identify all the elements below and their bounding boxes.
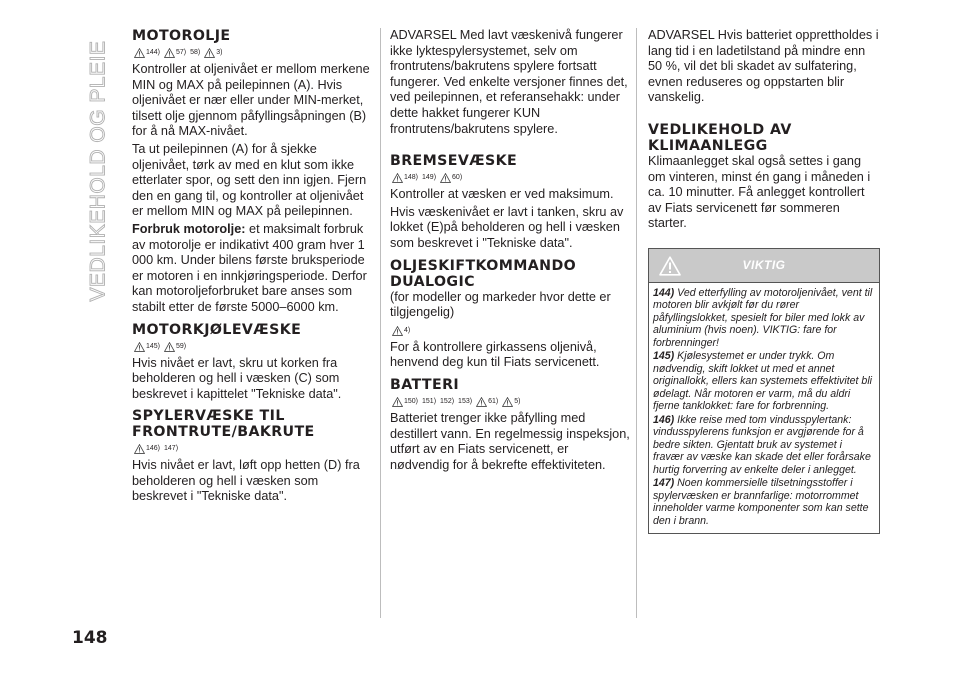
viktig-title: VIKTIG xyxy=(742,257,786,272)
paragraph: Batteriet trenger ikke påfylling med destillert vann. En regelmessig inspeksjon, utført av en Fiats servicenett, er nødvendig for å bekrefte effektiviteten. xyxy=(390,410,630,472)
reference-number: 3) xyxy=(216,49,223,57)
reference-number: 61) xyxy=(488,398,499,406)
reference xyxy=(134,339,160,355)
advarsel-paragraph: ADVARSEL Hvis batteriet opprettholdes i lang tid i en ladetilstand på mindre enn 50 %, vil det bli skadet av sulfatering, evnen reduseres og oppstarten blir vanskelig. xyxy=(648,28,879,105)
reference xyxy=(164,45,186,61)
column-divider xyxy=(636,28,637,618)
warning-triangle-icon xyxy=(392,397,403,407)
column-1 xyxy=(132,28,372,507)
warning-triangle-icon xyxy=(440,173,451,183)
paragraph: For å kontrollere girkassens oljenivå, henvend deg kun til Fiats servicenett. xyxy=(390,339,600,370)
reference-number: 5) xyxy=(514,398,521,406)
reference xyxy=(190,45,200,61)
warning-triangle-icon xyxy=(164,48,175,58)
paragraph: Hvis væskenivået er lavt i tanken, skru av lokket (E)på beholderen og hell i væsken som beskrevet i "Tekniske data". xyxy=(390,204,624,250)
column-divider xyxy=(380,28,381,618)
reference xyxy=(422,394,436,410)
reference xyxy=(476,394,498,410)
note-number: 145) xyxy=(653,350,675,363)
note-text: Ved etterfylling av motoroljenivået, vent til motoren blir avkjølt før du rører påfyllingslokket, spesielt for biler med lokk av aluminium (hvis noen). VIKTIG: fare for forbrenninger! xyxy=(653,286,873,349)
paragraph: Kontroller at væsken er ved maksimum. xyxy=(390,187,614,202)
note-number: 146) xyxy=(653,413,675,426)
warning-triangle-icon xyxy=(134,48,145,58)
paragraph: Hvis nivået er lavt, løft opp hetten (D) fra beholderen og hell i væsken som beskrevet i "Tekniske data". xyxy=(132,458,360,504)
reference-number: 58) xyxy=(190,49,201,57)
reference xyxy=(204,45,222,61)
section-title-klimaanlegg: VEDLIKEHOLD AV KLIMAANLEGG xyxy=(648,121,792,154)
viktig-note xyxy=(653,477,874,527)
reference xyxy=(392,394,418,410)
reference-list xyxy=(134,339,372,355)
reference-number: 150) xyxy=(404,398,419,406)
reference-number: 152) xyxy=(440,398,455,406)
reference-number: 59) xyxy=(176,342,187,350)
reference-list xyxy=(392,394,630,410)
reference xyxy=(134,441,160,457)
note-text: Noen kommersielle tilsetningsstoffer i spylervæsken er brannfarlige: motorrommet inneholder varme komponenter som kan sette den i brann. xyxy=(653,477,869,527)
section-title-motorkjolevaske: MOTORKJØLEVÆSKE xyxy=(132,321,302,338)
reference-list xyxy=(134,441,372,457)
section-title-oljeskift: OLJESKIFTKOMMANDO DUALOGIC xyxy=(390,257,577,290)
warning-triangle-icon xyxy=(502,397,513,407)
paragraph: Kontroller at oljenivået er mellom merkene MIN og MAX på peilepinnen (A). Hvis oljenivået er nær eller under MIN-merket, tilsett olje gjennom påfyllingsåpningen (B) for å nå MAX-nivået. xyxy=(132,62,370,139)
reference xyxy=(164,339,186,355)
viktig-header xyxy=(649,249,879,283)
reference xyxy=(440,394,454,410)
paragraph: Klimaanlegget skal også settes i gang om vinteren, minst én gang i måneden i ca. 10 minutter. Få anlegget kontrollert av Fiats servicenett før sommeren starter. xyxy=(648,153,871,231)
side-chapter-title-text: VEDLIKEHOLD OG PLEIE xyxy=(86,40,109,302)
reference xyxy=(164,441,178,457)
viktig-notes xyxy=(649,283,879,534)
warning-triangle-icon xyxy=(659,256,681,276)
warning-triangle-icon xyxy=(476,397,487,407)
note-text: Ikke reise med tom vindusspylertank: vindusspylerens funksjon er avgjørende for å bedre sikten. Gjentatt bruk av systemet i fravær av væske kan skade det eller forårsake hurtig forverring av enkelte deler i anlegget. xyxy=(653,413,871,476)
reference-number: 147) xyxy=(164,445,179,453)
reference-number: 60) xyxy=(452,174,463,182)
note-number: 144) xyxy=(653,286,675,299)
reference-number: 144) xyxy=(146,49,161,57)
section-title-motorolje: MOTOROLJE xyxy=(132,28,231,44)
reference-list xyxy=(392,170,630,186)
reference-number: 151) xyxy=(422,398,437,406)
paragraph xyxy=(132,222,372,316)
warning-triangle-icon xyxy=(134,342,145,352)
paragraph: (for modeller og markeder hvor dette er tilgjengelig) xyxy=(390,289,611,320)
reference-number: 149) xyxy=(422,174,437,182)
section-title-spylervaske: SPYLERVÆSKE TIL FRONTRUTE/BAKRUTE xyxy=(132,408,315,441)
page-number: 148 xyxy=(72,628,108,648)
advarsel-paragraph: ADVARSEL Med lavt væskenivå fungerer ikke lyktespylersystemet, selv om frontrutens/bakrutens spylere fortsatt fungerer. Ved enkelte versjoner finnes det, ved peilepinnen, et referansehakk: under dette hakket fungerer KUN frontrutens/bakrutens spylere. xyxy=(390,28,628,136)
reference-number: 148) xyxy=(404,174,419,182)
reference xyxy=(134,45,160,61)
viktig-notice-box xyxy=(648,248,880,535)
column-2 xyxy=(390,28,630,475)
side-chapter-title xyxy=(78,40,118,302)
reference-number: 146) xyxy=(146,445,161,453)
reference-list xyxy=(134,45,372,61)
warning-triangle-icon xyxy=(164,342,175,352)
reference xyxy=(440,170,462,186)
viktig-note xyxy=(653,287,874,350)
paragraph: Ta ut peilepinnen (A) for å sjekke oljenivået, tørk av med en klut som ikke etterlater spor, og sett den inn igjen. Fjern den en gang til, og kontroller at oljenivået er mellom MIN og MAX på peilepinnen. xyxy=(132,141,367,219)
column-3 xyxy=(648,28,880,534)
note-text: Kjølesystemet er under trykk. Om nødvendig, skift lokket ut med et annet originallokk, ellers kan systemets effektivitet bli ødelagt. Når motoren er varm, må du aldri fjerne tanklokket: fare for forbrenning. xyxy=(653,350,873,413)
reference-number: 4) xyxy=(404,326,411,334)
viktig-note xyxy=(653,414,874,477)
section-title-batteri: BATTERI xyxy=(390,376,460,393)
reference xyxy=(422,170,436,186)
warning-triangle-icon xyxy=(392,326,403,336)
reference xyxy=(502,394,520,410)
note-number: 147) xyxy=(653,477,675,490)
reference-number: 57) xyxy=(176,49,187,57)
paragraph-text: et maksimalt forbruk av motorolje er indikativt 400 gram hver 1 000 km. Under bilens første bruksperiode er motoren i en innkjøringsperiode. Derfor kan motoroljeforbruket bare anses som stabilt etter de første 5000–6000 km. xyxy=(132,221,367,314)
reference xyxy=(392,170,418,186)
viktig-note xyxy=(653,350,874,413)
section-title-bremsevaske: BREMSEVÆSKE xyxy=(390,153,518,170)
reference-number: 145) xyxy=(146,342,161,350)
warning-triangle-icon xyxy=(204,48,215,58)
reference xyxy=(392,323,410,339)
reference-list xyxy=(392,323,630,339)
paragraph: Hvis nivået er lavt, skru ut korken fra beholderen og hell i væsken (C) som beskrevet i kapittelet "Tekniske data". xyxy=(132,355,342,401)
reference-number: 153) xyxy=(458,398,473,406)
warning-triangle-icon xyxy=(134,444,145,454)
paragraph-lead: Forbruk motorolje: xyxy=(132,221,246,236)
warning-triangle-icon xyxy=(392,173,403,183)
reference xyxy=(458,394,472,410)
